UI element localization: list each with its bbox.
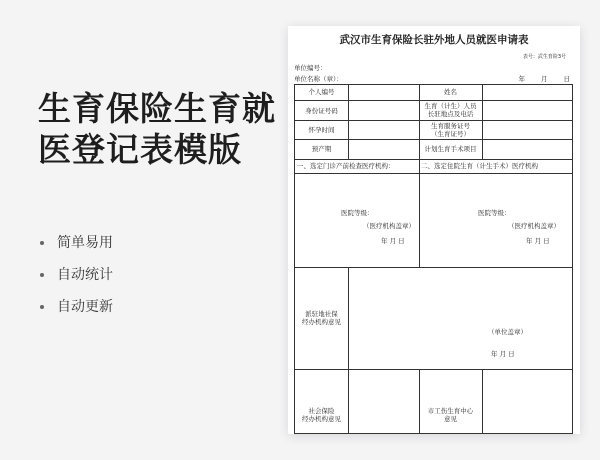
document-title: 武汉市生育保险长驻外地人员就医申请表 bbox=[339, 34, 529, 46]
table-line bbox=[482, 369, 483, 434]
agency-opinion-label bbox=[295, 310, 348, 326]
table-line bbox=[348, 85, 349, 159]
section1-heading: 一、选定门诊产前检查医疗机构： bbox=[297, 162, 395, 170]
pregnancy-time-label: 怀孕时间 bbox=[308, 126, 335, 134]
agency-seal: （单位盖章） bbox=[488, 328, 527, 336]
bullet-icon bbox=[40, 273, 44, 277]
section2-date: 年 月 日 bbox=[526, 237, 550, 245]
section1-date: 年 月 日 bbox=[381, 237, 405, 245]
table-line bbox=[295, 100, 572, 101]
table-line bbox=[295, 369, 572, 370]
personal-number-label: 个人编号 bbox=[308, 88, 335, 96]
table-line bbox=[419, 173, 420, 267]
social-insurance-opinion-label bbox=[295, 407, 348, 423]
due-date-label: 预产期 bbox=[311, 145, 332, 153]
service-cert-line1: 生育服务证号 bbox=[431, 122, 470, 130]
table-line bbox=[348, 369, 349, 434]
agency-line1: 派驻地社保 bbox=[305, 310, 338, 318]
service-cert-line2: （生育证号） bbox=[431, 130, 470, 138]
id-number-label: 身份证号码 bbox=[305, 107, 338, 115]
section2-level: 医院等级： bbox=[478, 209, 511, 217]
social-insurance-line2: 经办机构意见 bbox=[302, 415, 341, 423]
center-opinion-label bbox=[419, 407, 482, 423]
table-line bbox=[419, 369, 420, 434]
bullet-icon bbox=[40, 305, 44, 309]
social-insurance-line1: 社会保险 bbox=[308, 407, 335, 415]
day-label: 日 bbox=[563, 75, 570, 83]
year-label: 年 bbox=[518, 75, 525, 83]
feature-text: 简单易用 bbox=[57, 235, 113, 251]
section1-seal: （医疗机构盖章） bbox=[363, 222, 415, 230]
surgery-label: 计划生育手术项目 bbox=[424, 145, 477, 153]
form-table bbox=[294, 84, 573, 434]
month-label: 月 bbox=[541, 75, 548, 83]
section2-heading: 二、选定住院生育（计生手术）医疗机构 bbox=[421, 162, 538, 170]
table-line bbox=[295, 159, 572, 160]
feature-text: 自动更新 bbox=[57, 299, 113, 315]
document-preview[interactable] bbox=[288, 26, 580, 434]
unit-number-label: 单位编号： bbox=[294, 64, 327, 72]
section1-level: 医院等级： bbox=[341, 209, 374, 217]
table-line bbox=[295, 173, 572, 174]
table-line bbox=[482, 85, 483, 159]
feature-text: 自动统计 bbox=[57, 267, 113, 283]
bullet-icon bbox=[40, 241, 44, 245]
agency-date: 年 月 日 bbox=[491, 350, 515, 358]
resident-label-line2: 长驻地点及电话 bbox=[427, 110, 474, 118]
table-line bbox=[295, 267, 572, 268]
resident-label-line1: 生育（计生）人员 bbox=[424, 102, 477, 110]
table-line bbox=[348, 267, 349, 369]
template-title: 生育保险生育就医登记表模版 bbox=[38, 89, 276, 169]
service-cert-label bbox=[419, 122, 482, 138]
section2-seal: （医疗机构盖章） bbox=[508, 222, 560, 230]
unit-name-label: 单位名称（章）： bbox=[294, 75, 343, 83]
agency-line2: 经办机构意见 bbox=[302, 318, 341, 326]
resident-label bbox=[419, 102, 482, 118]
center-line1: 市工伤生育中心 bbox=[427, 407, 474, 415]
table-line bbox=[295, 139, 572, 140]
form-number: 表号：武生育险3号 bbox=[522, 54, 566, 60]
center-line2: 意见 bbox=[444, 415, 457, 423]
table-line bbox=[295, 120, 572, 121]
name-label: 姓名 bbox=[444, 88, 457, 96]
header-date bbox=[503, 74, 571, 83]
